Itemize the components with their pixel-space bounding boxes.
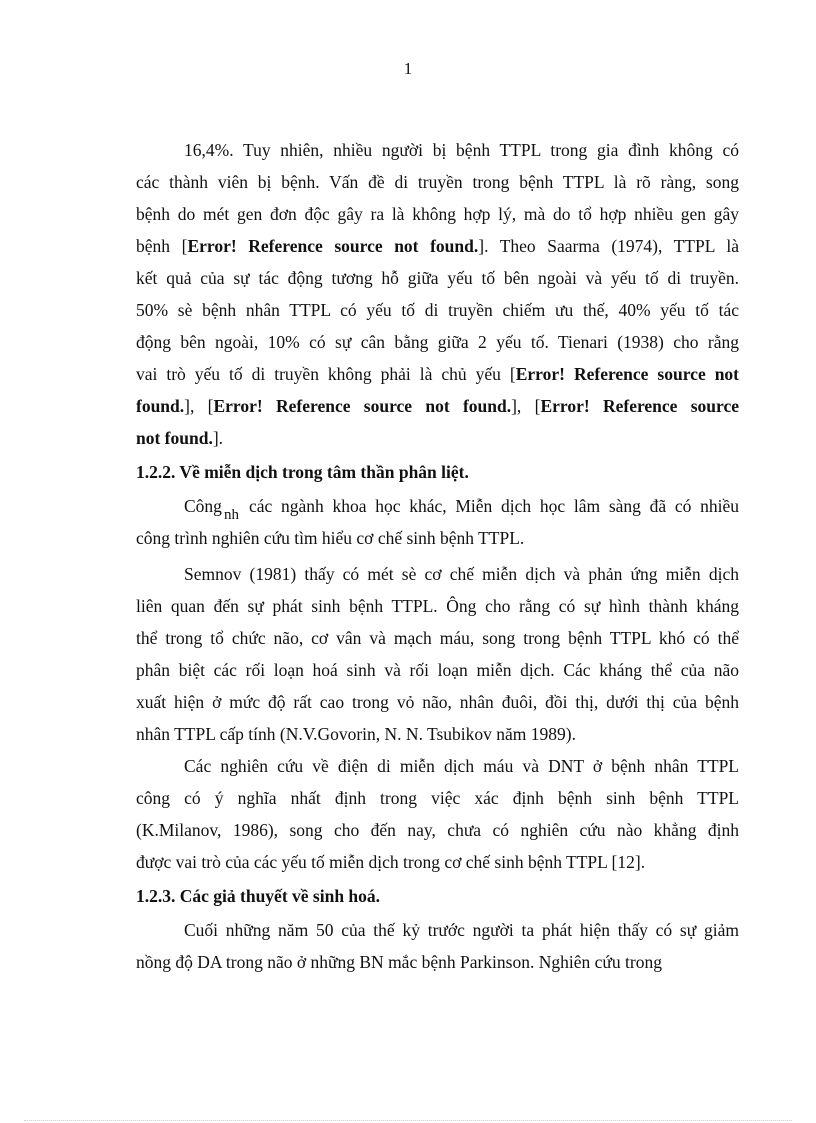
- text-span: nh: [223, 507, 239, 523]
- page-number: 1: [403, 59, 413, 78]
- reference-error: Error! Reference source not found.: [213, 396, 512, 416]
- text-line: [136, 358, 739, 390]
- text-span: vai trò yếu tố di truyền không phải là chủ yếu [: [136, 364, 516, 384]
- section-heading-biochemistry: 1.2.3. Các giả thuyết về sinh hoá.: [136, 886, 381, 906]
- reference-error: found.: [136, 396, 185, 416]
- text-line: được vai trò của các yếu tố miễn dịch trong cơ chế sinh bệnh TTPL [12].: [136, 852, 646, 872]
- text-line: [136, 230, 739, 262]
- text-line: thể trong tổ chức não, cơ vân và mạch máu, song trong bệnh TTPL khó có thể: [136, 628, 739, 648]
- text-line: [136, 134, 739, 166]
- reference-error: Error! Reference source not: [515, 364, 740, 384]
- section-heading-immunology: 1.2.2. Về miễn dịch trong tâm thần phân liệt.: [136, 462, 469, 482]
- text-line: (K.Milanov, 1986), song cho đến nay, chưa có nghiên cứu nào khẳng định: [136, 820, 739, 840]
- page-bottom-rule: [24, 1120, 792, 1121]
- text-line: Cuối những năm 50 của thế kỷ trước người ta phát hiện thấy có sự giảm: [184, 920, 739, 940]
- text-span: bệnh [: [136, 236, 188, 256]
- text-line: [136, 198, 739, 230]
- text-span: các ngành khoa học khác, Miễn dịch học lâm sàng đã có nhiều: [248, 496, 739, 516]
- text-line: [136, 422, 739, 454]
- text-span: kết quả của sự tác động tương hỗ giữa yếu tố bên ngoài và yếu tố di truyền.: [136, 268, 739, 288]
- text-span: động bên ngoài, 10% có sự cân bằng giữa 2 yếu tố. Tienari (1938) cho rằng: [136, 332, 739, 352]
- paragraph-immunology-intro: [136, 490, 739, 554]
- paragraph-biochemistry: [136, 914, 739, 978]
- text-line: [136, 166, 739, 198]
- reference-error: Error! Reference source: [540, 396, 740, 416]
- paragraph-semnov: [136, 558, 739, 750]
- text-span: 16,4%. Tuy nhiên, nhiều người bị bệnh TTPL trong gia đình không có: [184, 140, 739, 160]
- text-line: phân biệt các rối loạn hoá sinh và rối loạn miễn dịch. Các kháng thể của não: [136, 660, 739, 680]
- text-span: 50% sè bệnh nhân TTPL có yếu tố di truyền chiếm ưu thế, 40% yếu tố tác: [136, 300, 739, 320]
- text-line: [136, 390, 739, 422]
- text-span: bệnh do mét gen đơn độc gây ra là không hợp lý, mà do tổ hợp nhiều gen gây: [136, 204, 739, 224]
- reference-error: Error! Reference source not found.: [187, 236, 479, 256]
- paragraph-electrophoresis: [136, 750, 739, 878]
- text-span: ], [: [511, 396, 541, 416]
- text-line: [136, 262, 739, 294]
- text-line: công có ý nghĩa nhất định trong việc xác định bệnh sinh bệnh TTPL: [136, 788, 739, 808]
- reference-error: not found.: [136, 428, 213, 448]
- text-span: ].: [212, 428, 224, 448]
- text-span: các thành viên bị bệnh. Vấn đề di truyền trong bệnh TTPL là rõ ràng, song: [136, 172, 739, 192]
- text-line: nồng độ DA trong não ở những BN mắc bệnh Parkinson. Nghiên cứu trong: [136, 952, 662, 972]
- text-line: nhân TTPL cấp tính (N.V.Govorin, N. N. Tsubikov năm 1989).: [136, 724, 576, 744]
- text-line: [136, 326, 739, 358]
- text-span: công trình nghiên cứu tìm hiểu cơ chế sinh bệnh TTPL.: [136, 528, 525, 548]
- text-line: liên quan đến sự phát sinh bệnh TTPL. Ông cho rằng có sự hình thành kháng: [136, 596, 739, 616]
- paragraph-genetics: [136, 134, 739, 454]
- text-span: ], [: [184, 396, 214, 416]
- text-span: Công: [184, 496, 222, 516]
- text-line: [136, 294, 739, 326]
- text-line: [136, 522, 739, 554]
- text-line: Các nghiên cứu về điện di miễn dịch máu và DNT ở bệnh nhân TTPL: [184, 756, 739, 776]
- text-line: [136, 490, 739, 522]
- text-span: ]. Theo Saarma (1974), TTPL là: [478, 236, 739, 256]
- document-body: [136, 134, 739, 978]
- text-line: xuất hiện ở mức độ rất cao trong vỏ não, nhân đuôi, đồi thị, dưới thị của bệnh: [136, 692, 739, 712]
- text-line: Semnov (1981) thấy có mét sè cơ chế miễn dịch và phản ứng miễn dịch: [184, 564, 739, 584]
